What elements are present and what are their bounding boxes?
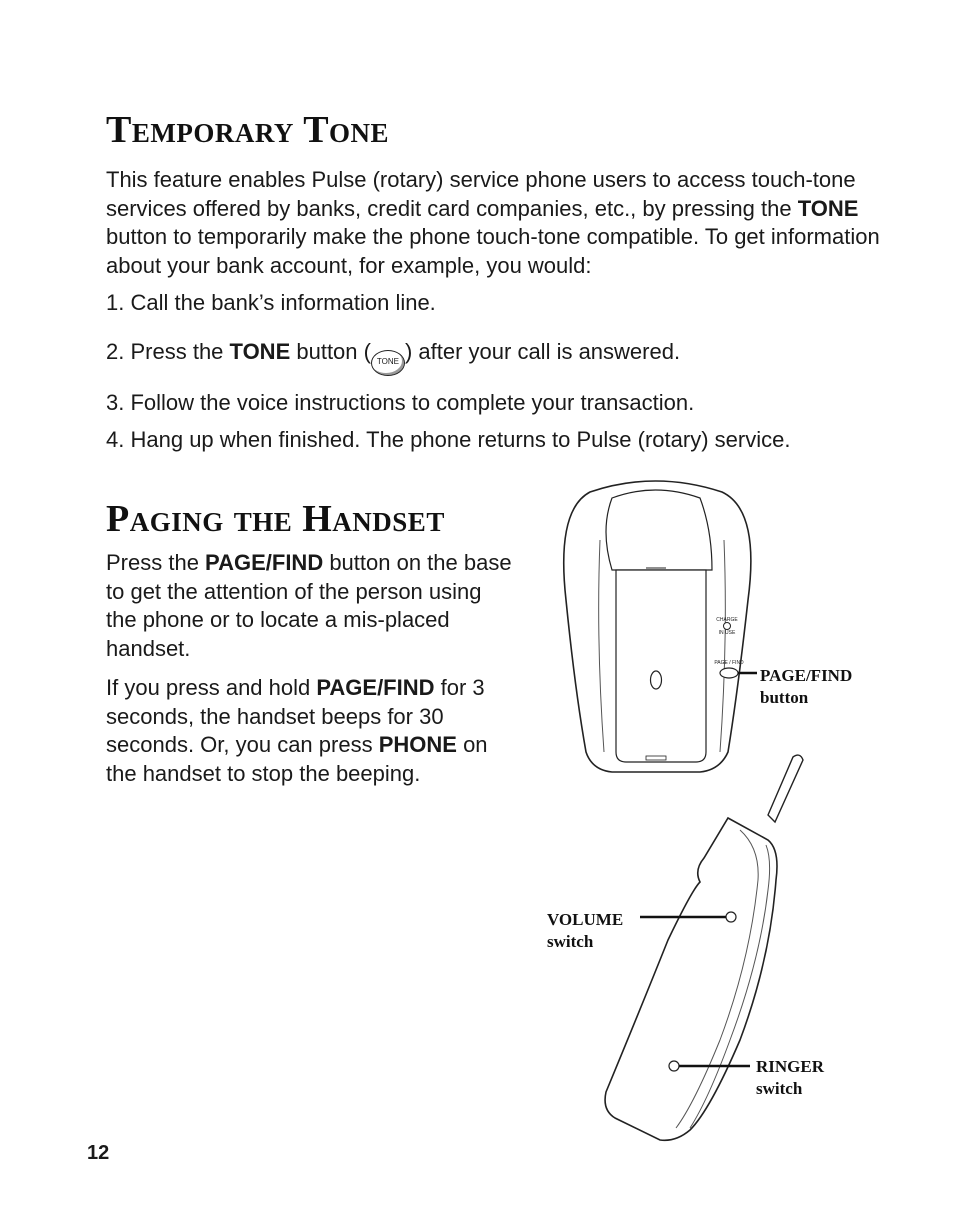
page-number: 12 [87,1142,110,1164]
callout-ringer-sub: switch [756,1079,803,1098]
charge-label: CHARGE [716,617,738,623]
intro-bold-tone: TONE [797,195,859,221]
p2-text-pre: If you press and hold [106,675,317,700]
p2-bold-page-find: PAGE/FIND [316,675,435,700]
step-text-post: ) after your call is answered. [404,339,681,364]
handset-body [605,818,777,1140]
step-number: 2. [106,339,125,364]
step-number: 4. [106,427,125,452]
callout-ringer-title: RINGER [756,1057,825,1076]
p1-text-post: button on the base to get the attention of the person using the phone or to locate a mis-placed handset. [106,550,512,661]
callout-page-find-sub: button [760,688,809,707]
callout-volume-title: VOLUME [547,910,624,929]
charge-contact [651,671,662,689]
step-text: Call the bank’s information line. [130,290,436,315]
p1-text-pre: Press the [106,550,206,575]
volume-switch-icon [726,912,736,922]
base-cradle [606,490,712,570]
intro-text-2: button to temporarily make the phone touch-tone compatible. To get information about your bank account, for example, you would: [106,224,880,278]
step-number: 3. [106,390,125,415]
p2-bold-phone: PHONE [378,732,457,758]
step-number: 1. [106,290,125,315]
in-use-label: IN USE [718,630,736,636]
step-text: Hang up when finished. The phone returns to Pulse (rotary) service. [130,427,791,452]
page-find-base-label: PAGE / FIND [714,660,744,666]
callout-page-find [760,665,852,709]
p1-bold-page-find: PAGE/FIND [205,550,324,575]
step-text: Follow the voice instructions to complete your transaction. [130,390,695,415]
p2-text-post: on the handset to stop the beeping. [106,732,488,786]
section-heading-paging: Paging the Handset [106,498,445,540]
callout-volume [547,909,623,953]
page-find-button-icon [720,668,738,678]
intro-text-1: This feature enables Pulse (rotary) service phone users to access touch-tone services offered by banks, credit card companies, etc., by pressing the [106,167,856,221]
handset-antenna [768,755,803,822]
callout-volume-sub: switch [547,932,594,951]
step-text-pre: Press the [130,339,230,364]
section-heading-temporary-tone: Temporary Tone [106,109,390,151]
tone-button-icon: TONE [371,350,405,376]
charge-led [724,623,731,630]
ringer-switch-icon [669,1061,679,1071]
callout-page-find-title: PAGE/FIND [760,666,853,685]
handset-well [616,570,706,762]
step-text-mid: button ( [290,339,371,364]
step-bold-tone: TONE [229,339,291,364]
p2-text-mid: for 3 seconds, the handset beeps for 30 seconds. Or, you can press [106,675,485,758]
callout-ringer [756,1056,824,1100]
